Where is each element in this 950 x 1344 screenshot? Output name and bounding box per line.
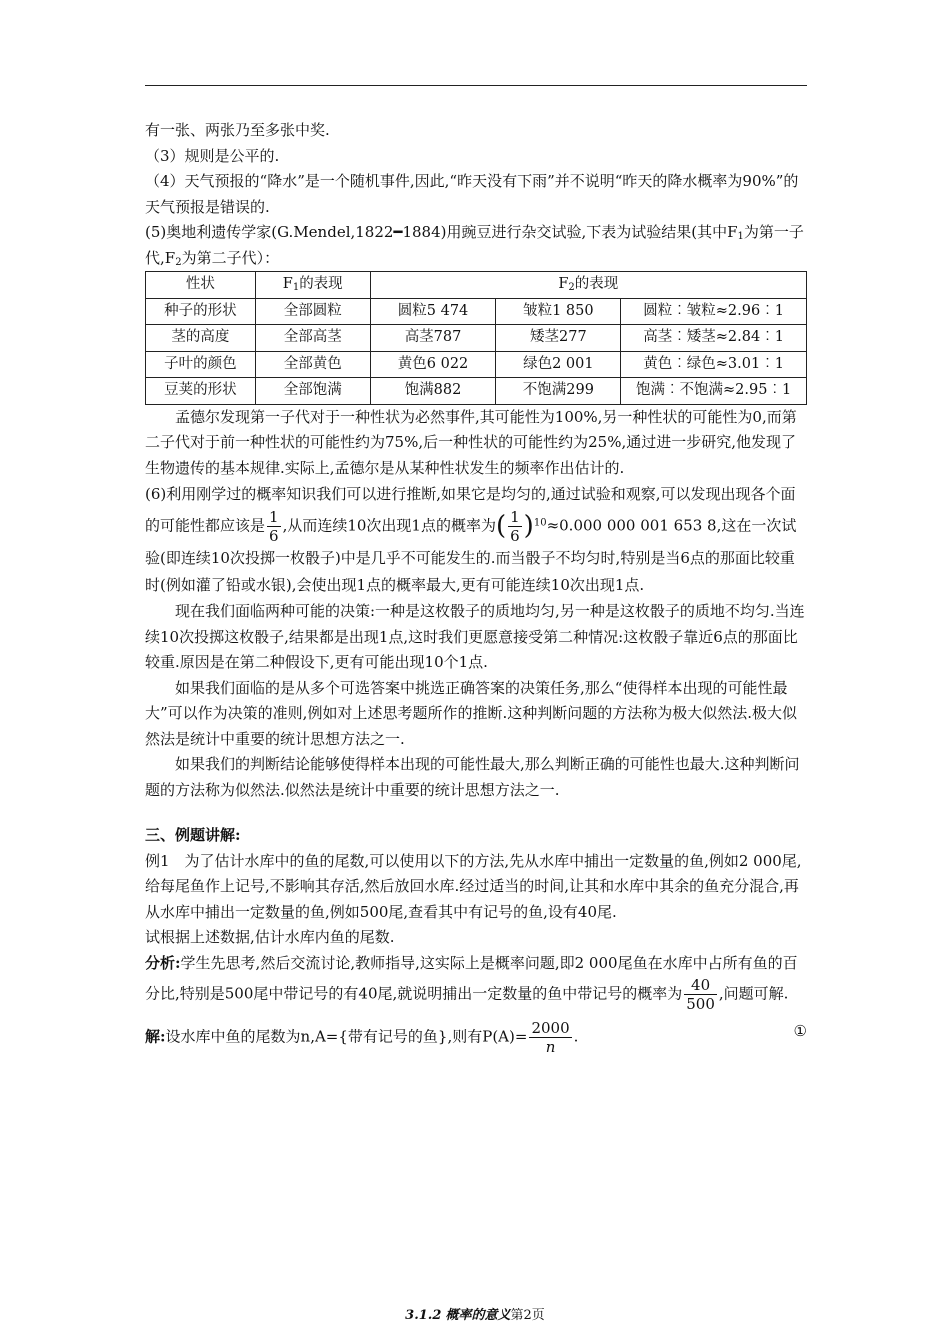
table-cell: 不饱满299 — [496, 378, 621, 405]
paragraph: （4）天气预报的“降水”是一个随机事件,因此,“昨天没有下雨”并不说明“昨天的降水概率为90%”的天气预报是错误的. — [145, 172, 799, 216]
page-footer: 3.1.2 概率的意义第2页 — [405, 1308, 545, 1323]
equation-number: ① — [793, 1022, 807, 1040]
table-cell: 全部高茎 — [255, 325, 370, 352]
table-header: $F_2$的表现 — [370, 272, 806, 299]
table-header-row — [146, 272, 807, 299]
table-header: $F_1$的表现 — [255, 272, 370, 299]
fraction: $\frac{40}{500}$ — [686, 976, 715, 1013]
table-row — [146, 325, 807, 352]
paragraph: 有一张、两张乃至多张中奖. — [145, 121, 330, 139]
table-cell: 黄色6 022 — [370, 351, 496, 378]
table-cell: 子叶的颜色 — [146, 351, 256, 378]
header-rule — [145, 85, 807, 86]
paragraph: 孟德尔发现第一子代对于一种性状为必然事件,其可能性为100%,另一种性状的可能性为0,而第二子代对于前一种性状的可能性约为75%,后一种性状的可能性约为25%,通过进一步研究,他发现了生物遗传的基本规律.实际上,孟德尔是从某种性状发生的频率作出估计的. — [145, 407, 797, 477]
table-cell: 圆粒5 474 — [370, 298, 496, 325]
table-row — [146, 378, 807, 405]
paragraph: 如果我们的判断结论能够使得样本出现的可能性最大,那么判断正确的可能性也最大.这种判断问题的方法称为似然法.似然法是统计中重要的统计思想方法之一. — [145, 755, 800, 799]
table-cell: 高茎787 — [370, 325, 496, 352]
table-cell: 高茎︰矮茎≈2.84︰1 — [621, 325, 807, 352]
table-cell: 黄色︰绿色≈3.01︰1 — [621, 351, 807, 378]
table-cell: 全部黄色 — [255, 351, 370, 378]
table-cell: 饱满882 — [370, 378, 496, 405]
fraction: $\frac{1}{6}$ — [269, 508, 279, 545]
paragraph: 试根据上述数据,估计水库内鱼的尾数. — [145, 928, 395, 946]
fraction: $\frac{2000}{n}$ — [531, 1019, 570, 1056]
paragraph: 解:设水库中鱼的尾数为n,A={带有记号的鱼},则有P(A)= $\frac{2000}{n}$ . ① — [145, 1019, 807, 1056]
table-cell: 矮茎277 — [496, 325, 621, 352]
paragraph: 分析:学生先思考,然后交流讨论,教师指导,这实际上是概率问题,即2 000尾鱼在水库中占所有鱼的百分比,特别是500尾中带记号的有40尾,就说明捕出一定数量的鱼中带记号的概率为 $\frac{40}{500}$ ,问题可解. — [145, 953, 798, 1013]
page-body — [145, 118, 807, 1056]
solution-label: 解: — [145, 1027, 166, 1046]
table-cell: 种子的形状 — [146, 298, 256, 325]
fraction: $\frac{1}{6}$ — [510, 508, 520, 545]
table-row — [146, 298, 807, 325]
paragraph: （3）规则是公平的. — [145, 146, 280, 165]
table-cell: 全部圆粒 — [255, 298, 370, 325]
paragraph: (5)奥地利遗传学家(G.Mendel,1822━1884)用豌豆进行杂交试验,下表为试验结果(其中$F_1$为第一子代$,F_2$为第二子代）： — [145, 223, 804, 268]
table-cell: 圆粒︰皱粒≈2.96︰1 — [621, 298, 807, 325]
analysis-label: 分析: — [145, 953, 181, 972]
table-cell: 饱满︰不饱满≈2.95︰1 — [621, 378, 807, 405]
mendel-table — [145, 271, 807, 405]
table-row — [146, 351, 807, 378]
table-cell: 全部饱满 — [255, 378, 370, 405]
paragraph: 如果我们面临的是从多个可选答案中挑选正确答案的决策任务,那么“使得样本出现的可能性最大”可以作为决策的准则,例如对上述思考题所作的推断.这种判断问题的方法称为极大似然法.极大似然法是统计中重要的统计思想方法之一. — [145, 678, 797, 748]
table-cell: 皱粒1 850 — [496, 298, 621, 325]
paragraph: 例1 为了估计水库中的鱼的尾数,可以使用以下的方法,先从水库中捕出一定数量的鱼,例如2 000尾,给每尾鱼作上记号,不影响其存活,然后放回水库.经过适当的时间,让其和水库中其余的鱼充分混合,再从水库中捕出一定数量的鱼,例如500尾,查看其中有记号的鱼,设有40尾. — [145, 851, 802, 921]
table-header: 性状 — [146, 272, 256, 299]
paragraph: (6)利用刚学过的概率知识我们可以进行推断,如果它是均匀的,通过试验和观察,可以发现出现各个面的可能性都应该是 $\frac{1}{6}$ ,从而连续10次出现1点的概率为( $\frac{1}{6}$ )$^{10}$≈0.000 000 001 653 8,这在一次试验(即连续10次投掷一枚骰子)中是几乎不可能发生的.而当骰子不均匀时,特别是当6点的那面比较重时(例如灌了铅或水银),会使出现1点的概率最大,更有可能连续10次出现1点. — [145, 485, 797, 594]
section-heading: 三、例题讲解: — [145, 826, 241, 844]
table-cell: 绿色2 001 — [496, 351, 621, 378]
table-cell: 豆荚的形状 — [146, 378, 256, 405]
paragraph: 现在我们面临两种可能的决策:一种是这枚骰子的质地均匀,另一种是这枚骰子的质地不均匀.当连续10次投掷这枚骰子,结果都是出现1点,这时我们更愿意接受第二种情况:这枚骰子靠近6点的那面比较重.原因是在第二种假设下,更有可能出现10个1点. — [145, 602, 805, 671]
table-cell: 茎的高度 — [146, 325, 256, 352]
